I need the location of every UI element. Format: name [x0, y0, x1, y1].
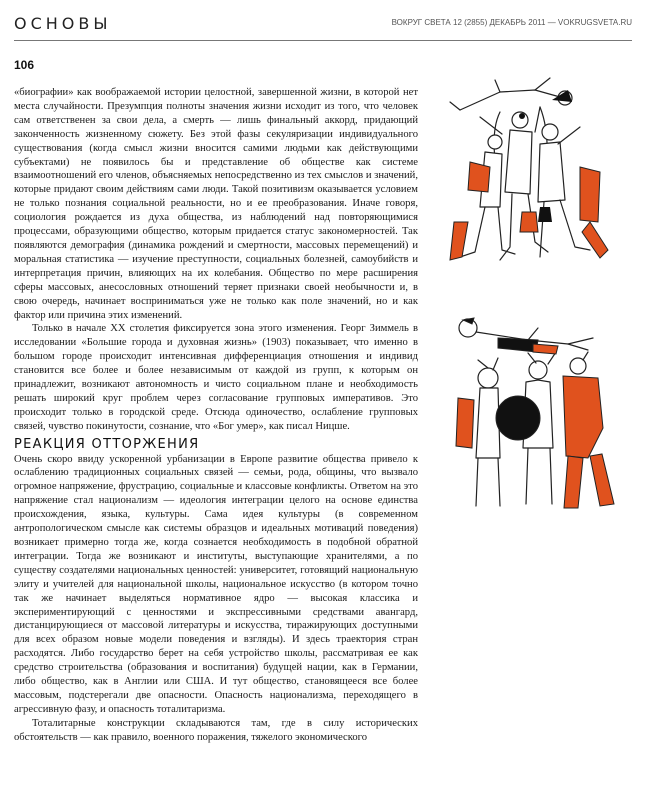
magazine-info: ВОКРУГ СВЕТА 12 (2855) ДЕКАБРЬ 2011 — VOKRUGSVETA.RU — [391, 18, 632, 27]
crowd-lifting-figure-illustration — [440, 72, 620, 278]
section-subheading: РЕАКЦИЯ ОТТОРЖЕНИЯ — [14, 436, 200, 452]
page-header — [14, 14, 632, 38]
header-rule — [14, 40, 632, 41]
page-number: 106 — [14, 58, 35, 72]
article-body — [14, 86, 418, 745]
paragraph-2: Только в начале XX столетия фиксируется зона этого изменения. Георг Зиммель в исследовании «Большие города и духовная жизнь» (1903) показывает, что именно в большом городе происходит интенсивная дифференциация отношения и индивид становится все более и более независимым от каждой из групп, к которым он принадлежит, возникают автономность и чисто социальном плане и необходимость решать широкий круг проблем через согласование групповых императивов. Это происходит только в городской среде. Отсюда одиночество, ослабление групповых связей, чувство покинутости, сознание, что «Бог умер», как писал Ницше. — [14, 323, 418, 432]
section-title: ОСНОВЫ — [14, 14, 112, 33]
crowd-lifting-man-illustration — [438, 308, 628, 514]
paragraph-3: Очень скоро ввиду ускоренной урбанизации в Европе развитие общества привело к ослаблению традиционных социальных связей — семьи, рода, общины, что вызвало огромное напряжение, фрустрацию, социальные и классовые конфликты. Ответом на это напряжение стал национализм — идеология интеграции целого на основе единства происхождения, языка, культуры. Сама идея культуры (в современном антропологическом смысле как системы образцов и идеальных мотиваций поведения) возникает примерно тогда же, когда сознается необходимость в подобной обратной интеграции. Тогда же возникают и институты, выступающие хранителями, а по существу создателями национальных ценностей: университет, готовящий национальную элиту и учителей для национальной школы, национальное искусство (в котором точно так же начинает выделяться нормативное ядро — высокая классика и экспериментирующий с ценностями и экспрессивными средствами авангард, дистанцирующиеся от массовой литературы и искусства, тиражирующих доступными для всех образом новые модели поведения и взгляды). И здесь траектория стран расходятся. Либо государство берет на себя устройство школы, рассматривая ее как средство строительства (образования и воспитания) будущей нации, как в Германии, либо общество, как в Англии или США. И тут общество, становящееся все более массовым, подстерегали две опасности. Опасность национализма, переходящего в агрессивную фазу, и опасность тоталитаризма. — [14, 453, 418, 715]
paragraph-4: Тоталитарные конструкции складываются там, где в силу исторических обстоятельств — как правило, военного поражения, тяжелого экономического — [14, 717, 418, 743]
paragraph-1: «биографии» как воображаемой истории целостной, завершенной жизни, в которой нет места случайности. Презумпция полноты значения жизни исходит из того, что человек сам ответственен за свои дела, а смерть — лишь финальный аккорд, придающий законченность жизненному сюжету. Без этой фазы секуляризации индивидуального существования (когда смысл жизни вносится самими людьми как действующими субъектами) не появилось бы и представление об обществе как системе взаимоотношений его членов, объясняемых непосредственно из тех смыслов и значений, которые придают своим действиям сами люди. Такой позитивизм оказывается условием не только познания социальной реальности, но и ее преобразования. Иначе говоря, социология рождается из духа общества, из наблюдений над повторяющимися процессами, образующими общество, которым придается статус закономерностей. Так появляются демография (динамика рождений и смертности, массовых перемещений) и моральная статистика — изучение преступности, социальных болезней, самоубийств и интерпретация причин, влияющих на их колебания. Общество по мере расширения сферы массовых, анесословных отношений теряет признаки своей необычности и, в свою очередь, начинает восприниматься уже не только как поле значений, но и как фактор или причина этих изменений. — [14, 87, 418, 321]
